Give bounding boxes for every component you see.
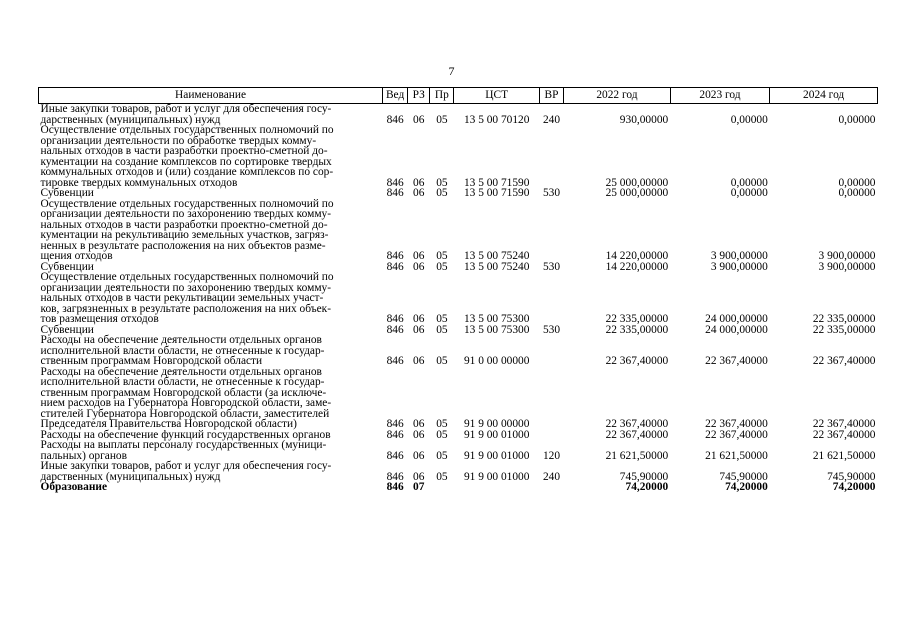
cell-pr: 05 <box>436 187 448 199</box>
cell-ved: 846 <box>386 313 404 325</box>
cell-rz: 06 <box>413 187 425 199</box>
cell-pr: 05 <box>436 260 448 273</box>
budget-table <box>38 87 878 493</box>
table-row <box>39 367 878 430</box>
cell-2024: 22 367,40000 <box>812 428 876 441</box>
cell-ved: 846 <box>386 187 404 199</box>
cell-2023: 74,20000 <box>725 481 768 493</box>
cell-rz: 07 <box>413 481 425 493</box>
cell-2022: 745,90000 <box>619 470 669 483</box>
column-header-cst: ЦСТ <box>454 88 540 104</box>
cell-2024: 0,00000 <box>838 176 876 189</box>
cell-pr: 05 <box>436 313 448 325</box>
cell-ved: 846 <box>386 250 404 262</box>
column-header-2023: 2023 год <box>670 88 770 104</box>
cell-2024: 0,00000 <box>838 113 876 126</box>
cell-2023: 0,00000 <box>730 113 768 126</box>
cell-2022: 14 220,00000 <box>605 250 669 262</box>
cell-vr: 530 <box>542 323 561 336</box>
column-header-name: Наименование <box>39 88 383 104</box>
cell-cst: 13 5 00 70120 <box>463 113 530 126</box>
cell-rz: 06 <box>413 313 425 325</box>
cell-2024: 22 367,40000 <box>812 418 876 430</box>
cell-vr <box>539 482 563 493</box>
cell-rz: 06 <box>413 113 425 126</box>
table-row <box>39 335 878 367</box>
cell-pr: 05 <box>436 449 448 462</box>
cell-2022: 22 335,00000 <box>605 323 669 336</box>
cell-2024: 3 900,00000 <box>818 260 876 273</box>
cell-vr: 240 <box>542 113 561 126</box>
cell-2023: 22 367,40000 <box>705 355 768 367</box>
cell-2023: 3 900,00000 <box>710 250 768 262</box>
cell-vr: 120 <box>542 449 561 462</box>
cell-name: Осуществление отдельных государственных полномочий по организации деятельности по захоронению твердых комму- нальных отходов в части разработки проектно-сметной до- кументации на рекультивацию земельных участков, загряз- ненных в результате расположения на них объектов разме- щения отходов <box>40 197 334 262</box>
cell-pr: 05 <box>436 470 448 483</box>
cell-2022: 21 621,50000 <box>605 449 669 462</box>
cell-cst: 13 5 00 75300 <box>463 323 530 336</box>
cell-rz: 06 <box>413 418 425 430</box>
table-body <box>39 104 878 493</box>
cell-ved: 846 <box>386 355 404 367</box>
column-header-pr: Пр <box>430 88 454 104</box>
page-number: 7 <box>448 64 455 78</box>
cell-name: Субвенции <box>40 187 94 199</box>
cell-rz: 06 <box>413 470 425 483</box>
cell-cst <box>454 482 540 493</box>
table-row <box>39 188 878 199</box>
cell-name: Образование <box>40 481 108 493</box>
cell-vr: 240 <box>542 470 561 483</box>
cell-vr <box>539 367 563 430</box>
cell-2024: 745,90000 <box>827 470 876 483</box>
cell-rz: 06 <box>413 176 425 189</box>
table-row <box>39 461 878 482</box>
cell-cst: 91 9 00 00000 <box>463 418 530 430</box>
cell-cst: 91 9 00 01000 <box>463 470 530 483</box>
cell-2023: 24 000,00000 <box>705 323 768 336</box>
cell-2024: 21 621,50000 <box>812 449 876 462</box>
cell-ved: 846 <box>386 470 404 483</box>
cell-name: Иные закупки товаров, работ и услуг для обеспечения госу- дарственных (муниципальных) нужд <box>40 460 332 483</box>
cell-2023: 3 900,00000 <box>710 260 768 273</box>
cell-rz: 06 <box>413 250 425 262</box>
cell-cst: 91 9 00 01000 <box>463 428 530 441</box>
cell-ved: 846 <box>386 323 404 336</box>
cell-ved: 846 <box>386 428 404 441</box>
cell-rz: 06 <box>413 428 425 441</box>
table-row <box>39 125 878 188</box>
cell-rz: 06 <box>413 449 425 462</box>
cell-name: Расходы на обеспечение деятельности отдельных органов исполнительной власти области, не отнесенные к государ- ственным программам Новгородской области <box>40 334 325 367</box>
cell-2023: 0,00000 <box>730 176 768 189</box>
cell-ved: 846 <box>386 176 404 189</box>
cell-pr: 05 <box>436 113 448 126</box>
cell-vr <box>539 199 563 262</box>
cell-vr: 530 <box>542 260 561 273</box>
cell-2022: 25 000,00000 <box>605 176 669 189</box>
cell-2022: 74,20000 <box>625 481 669 493</box>
cell-cst: 13 5 00 75240 <box>463 250 530 262</box>
cell-rz: 06 <box>413 355 425 367</box>
cell-2024: 22 335,00000 <box>812 313 876 325</box>
cell-2022: 930,00000 <box>619 113 669 126</box>
cell-name: Осуществление отдельных государственных полномочий по организации деятельности по обработке твердых комму- нальных отходов в части разработки проектно-сметной до- кументации на создание комплексов по сортировке твердых коммунальных отходов и (или) создание комплексов по сор- тировке твердых коммунальных отходов <box>40 124 334 189</box>
cell-name: Субвенции <box>40 260 94 273</box>
cell-ved: 846 <box>386 260 404 273</box>
cell-2022: 22 367,40000 <box>605 428 669 441</box>
cell-vr <box>539 430 563 441</box>
table-row <box>39 482 878 493</box>
cell-2023: 0,00000 <box>730 187 768 199</box>
cell-name: Иные закупки товаров, работ и услуг для обеспечения госу- дарственных (муниципальных) нужд <box>40 103 332 126</box>
cell-ved: 846 <box>386 481 404 493</box>
cell-cst: 13 5 00 75240 <box>463 260 530 273</box>
cell-2024: 22 367,40000 <box>812 355 876 367</box>
cell-vr <box>539 335 563 367</box>
cell-rz: 06 <box>413 260 425 273</box>
cell-2022: 22 335,00000 <box>605 313 669 325</box>
cell-cst: 13 5 00 71590 <box>463 176 530 189</box>
table-header-row <box>39 88 878 104</box>
cell-pr: 05 <box>436 355 448 367</box>
table-row <box>39 440 878 461</box>
cell-pr: 05 <box>436 323 448 336</box>
cell-2024: 74,20000 <box>832 481 876 493</box>
cell-name: Расходы на обеспечение функций государственных органов <box>40 428 331 441</box>
cell-name: Субвенции <box>40 323 94 336</box>
cell-2023: 22 367,40000 <box>705 418 768 430</box>
cell-2022: 14 220,00000 <box>605 260 669 273</box>
cell-name: Расходы на выплаты персоналу государственных (муници- пальных) органов <box>40 439 327 462</box>
cell-2022: 22 367,40000 <box>605 418 669 430</box>
cell-name: Осуществление отдельных государственных полномочий по организации деятельности по захоронению твердых комму- нальных отходов в части рекультивации земельных участ- ков, загрязненных в результате расположения на них объек- тов размещения отходов <box>40 271 334 325</box>
cell-2023: 24 000,00000 <box>705 313 768 325</box>
cell-cst: 13 5 00 71590 <box>463 187 530 199</box>
column-header-2024: 2024 год <box>770 88 878 104</box>
cell-2023: 21 621,50000 <box>705 449 768 462</box>
cell-2022: 22 367,40000 <box>605 355 669 367</box>
column-header-vr: ВР <box>539 88 563 104</box>
cell-2023: 22 367,40000 <box>705 428 768 441</box>
cell-pr: 05 <box>436 250 448 262</box>
column-header-rz: РЗ <box>408 88 430 104</box>
table-row <box>39 104 878 126</box>
table-row <box>39 272 878 325</box>
cell-pr: 05 <box>436 176 448 189</box>
cell-cst: 13 5 00 75300 <box>463 313 530 325</box>
cell-pr: 05 <box>436 418 448 430</box>
cell-ved: 846 <box>386 449 404 462</box>
cell-2022: 25 000,00000 <box>605 187 669 199</box>
cell-vr: 530 <box>542 187 561 199</box>
cell-name: Расходы на обеспечение деятельности отдельных органов исполнительной власти области, не отнесенные к государ- ственным программам Новгородской области (за исключе- нием расходов на Губернатора Новгородской области, заме- стителей Губернатора Новгородской области, заместителей Председателя Правительства Новгородской области) <box>40 365 332 430</box>
table-row <box>39 199 878 262</box>
cell-cst: 91 9 00 01000 <box>463 449 530 462</box>
column-header-2022: 2022 год <box>564 88 671 104</box>
cell-2024: 0,00000 <box>838 187 876 199</box>
column-header-ved: Вед <box>383 88 408 104</box>
cell-vr <box>539 125 563 188</box>
cell-cst: 91 0 00 00000 <box>463 355 530 367</box>
cell-2024: 3 900,00000 <box>818 250 876 262</box>
cell-rz: 06 <box>413 323 425 336</box>
cell-ved: 846 <box>386 113 404 126</box>
cell-2024: 22 335,00000 <box>812 323 876 336</box>
cell-ved: 846 <box>386 418 404 430</box>
cell-2023: 745,90000 <box>719 470 768 483</box>
cell-vr <box>539 272 563 325</box>
cell-pr <box>430 482 454 493</box>
cell-pr: 05 <box>436 428 448 441</box>
